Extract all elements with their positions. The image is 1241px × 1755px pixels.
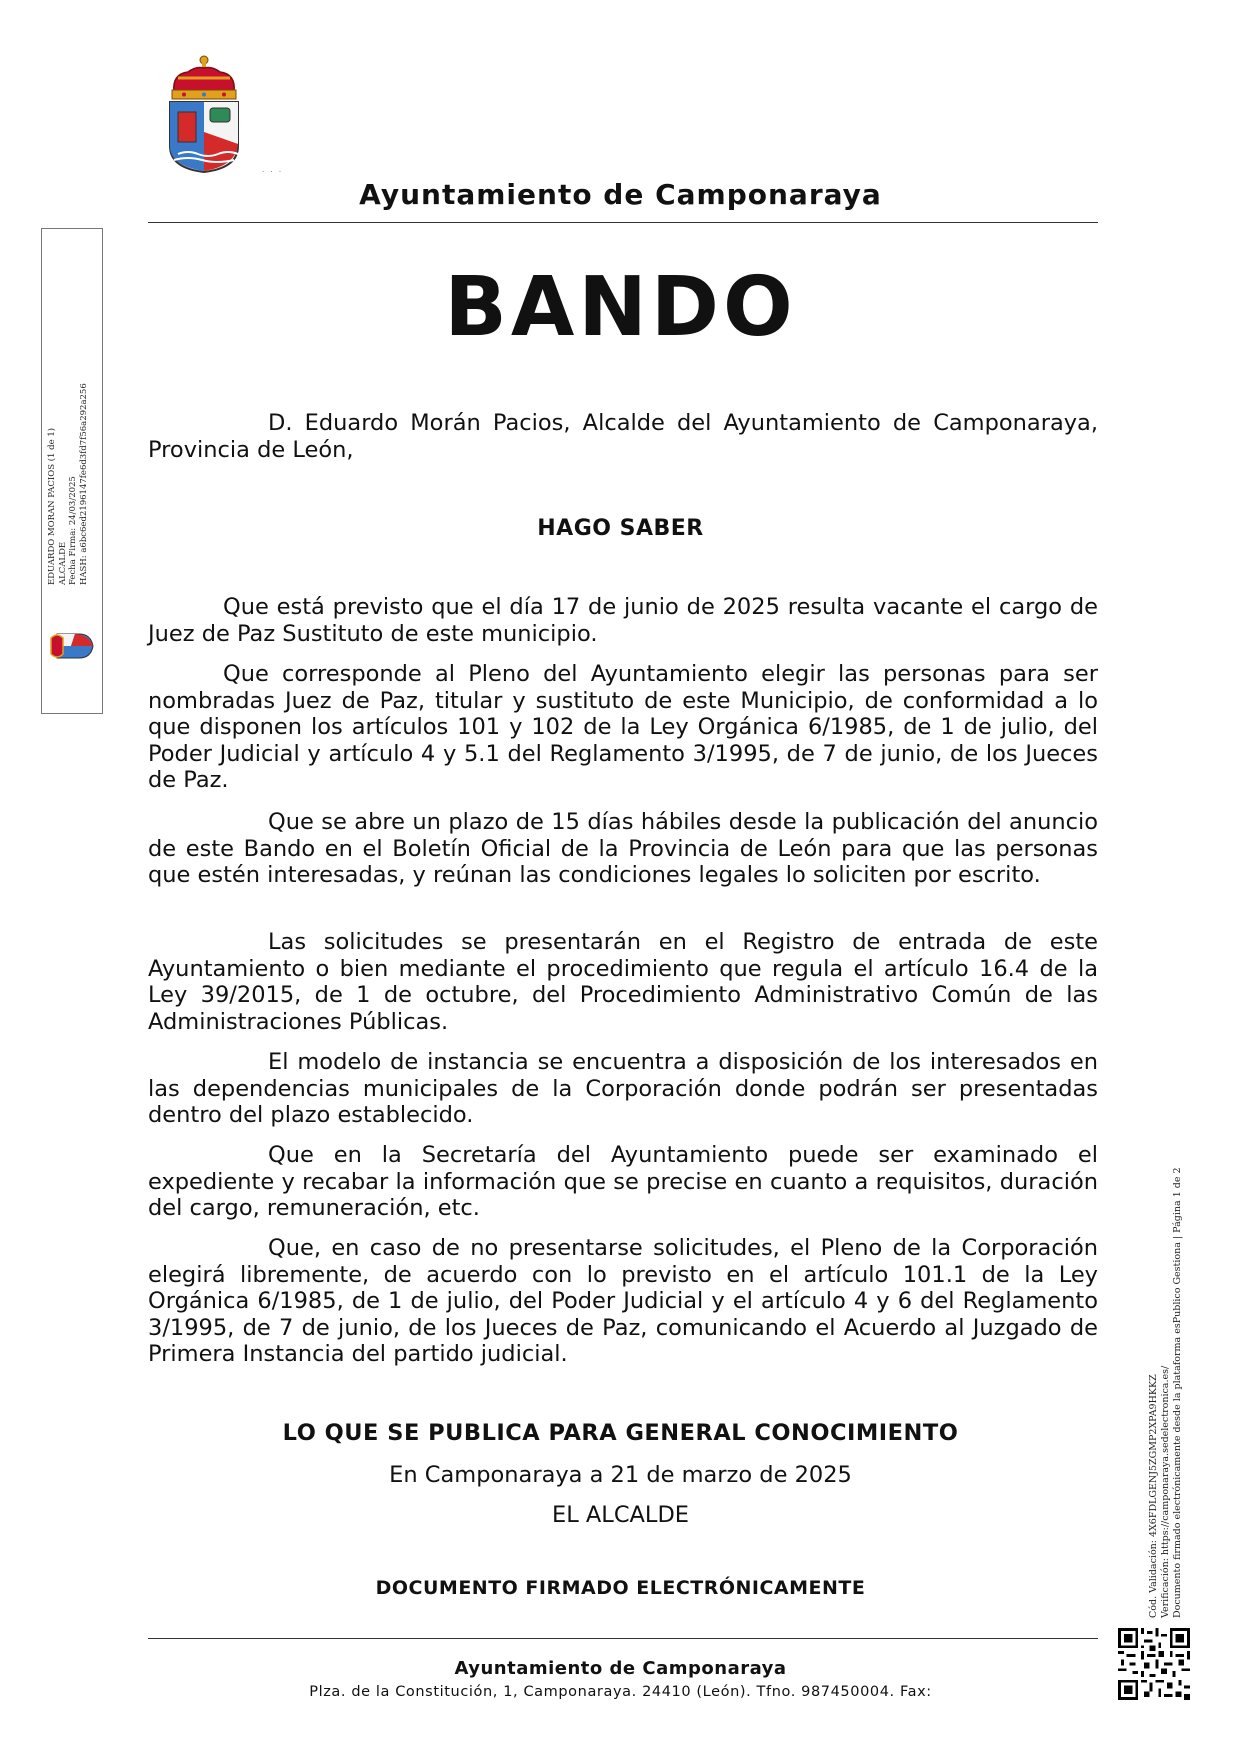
electronic-signature-notice: DOCUMENTO FIRMADO ELECTRÓNICAMENTE bbox=[375, 1577, 866, 1599]
body-paragraph-5: El modelo de instancia se encuentra a disposición de los interesados en las dependencias municipales de la Corporación donde podrán ser presentadas dentro del plazo establecido. bbox=[148, 1049, 1098, 1128]
stamp-crest-icon bbox=[49, 628, 101, 664]
document-title: BANDO bbox=[444, 260, 797, 355]
signature-role: ALCALDE bbox=[57, 541, 68, 585]
signature-date: Fecha Firma: 24/03/2025 bbox=[68, 476, 78, 585]
verification-text bbox=[1148, 1138, 1184, 1618]
body-paragraph-6: Que en la Secretaría del Ayuntamiento puede ser examinado el expediente y recabar la información que se precise en cuanto a requisitos, duración del cargo, remuneración, etc. bbox=[148, 1142, 1098, 1221]
crown-icon bbox=[172, 56, 236, 99]
body-paragraph-2: Que corresponde al Pleno del Ayuntamiento elegir las personas para ser nombradas Juez de Paz, titular y sustituto de este Municipio, de conformidad a lo que disponen los artículos 101 y 102 de la Ley Orgánica 6/1985, de 1 de julio, del Poder Judicial y artículo 4 y 5.1 del Reglamento 3/1995, de 7 de junio, de los Jueces de Paz. bbox=[148, 661, 1098, 793]
header-divider bbox=[148, 222, 1098, 223]
body-paragraph-7: Que, en caso de no presentarse solicitudes, el Pleno de la Corporación elegirá libremente, de acuerdo con lo previsto en el artículo 101.1 de la Ley Orgánica 6/1985, de 1 de julio, del Poder Judicial y el artículo 4 y 6 del Reglamento 3/1995, de 7 de junio, de los Jueces de Paz, comunicando el Acuerdo al Juzgado de Primera Instancia del partido judicial. bbox=[148, 1235, 1098, 1367]
intro-paragraph: D. Eduardo Morán Pacios, Alcalde del Ayuntamiento de Camponaraya, Provincia de León, bbox=[148, 410, 1098, 463]
place-and-date: En Camponaraya a 21 de marzo de 2025 bbox=[389, 1462, 852, 1488]
signer-position: EL ALCALDE bbox=[551, 1502, 689, 1528]
body-paragraph-3: Que se abre un plazo de 15 días hábiles desde la publicación del anuncio de este Bando en el Boletín Oficial de la Provincia de León para que las personas que estén interesadas, y reúnan las condiciones legales lo soliciten por escrito. bbox=[148, 809, 1098, 888]
footer-divider bbox=[148, 1638, 1098, 1639]
signature-hash: HASH: a6bc6ed2196147fe6d3fd7f56a292a256 bbox=[78, 383, 89, 585]
verification-url: Verificación: https://camponaraya.sedelectronica.es/ bbox=[1160, 1365, 1171, 1618]
hago-saber-heading: HAGO SABER bbox=[537, 516, 704, 541]
validation-code: Cód. Validación: 4X6FDLGENJ5ZGMP2XPA9HKKZ bbox=[1148, 1374, 1159, 1618]
footer-title: Ayuntamiento de Camponaraya bbox=[454, 1658, 787, 1679]
platform-page-info: Documento firmado electrónicamente desde la plataforma esPublico Gestiona | Página 1 de 2 bbox=[1172, 1167, 1183, 1618]
crest-marks: · · · bbox=[262, 168, 284, 176]
header-title: Ayuntamiento de Camponaraya bbox=[359, 178, 882, 211]
publication-notice: LO QUE SE PUBLICA PARA GENERAL CONOCIMIENTO bbox=[282, 1420, 959, 1446]
coat-of-arms-logo bbox=[148, 54, 260, 174]
signature-signer: EDUARDO MORAN PACIOS (1 de 1) bbox=[47, 427, 57, 585]
body-paragraph-4: Las solicitudes se presentarán en el Registro de entrada de este Ayuntamiento o bien mediante el procedimiento que regula el artículo 16.4 de la Ley 39/2015, de 1 de octubre, del Procedimiento Administrativo Común de las Administraciones Públicas. bbox=[148, 929, 1098, 1035]
shield-icon bbox=[170, 102, 238, 172]
footer-address: Plza. de la Constitución, 1, Camponaraya. 24410 (León). Tfno. 987450004. Fax: bbox=[309, 1684, 932, 1700]
body-paragraph-1: Que está previsto que el día 17 de junio de 2025 resulta vacante el cargo de Juez de Paz Sustituto de este municipio. bbox=[148, 594, 1098, 647]
signature-stamp-text bbox=[47, 385, 89, 585]
